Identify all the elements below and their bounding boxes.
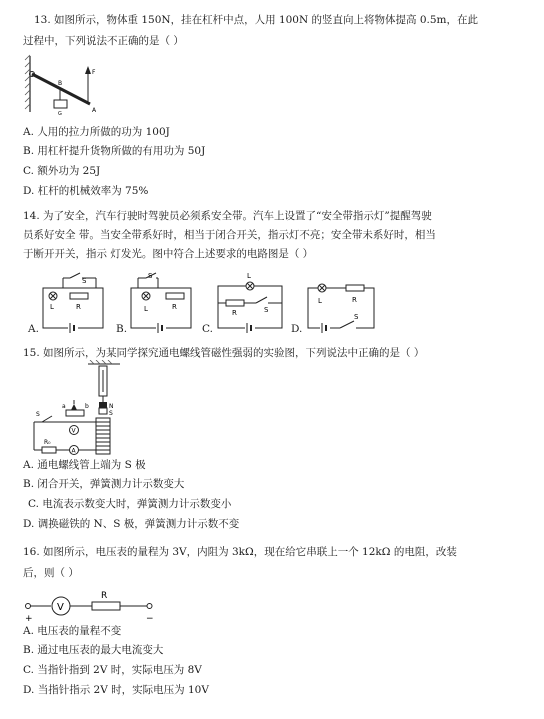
q13-option-c: C. 额外功为 25J	[23, 165, 101, 177]
q13-option-b: B. 用杠杆提升货物所做的有用功为 50J	[23, 145, 206, 157]
q15-label-pa: a	[62, 403, 66, 410]
q14a-label-l: L	[50, 303, 54, 311]
q13-label-a: A	[92, 107, 97, 114]
q15-solenoid-figure	[30, 360, 120, 458]
q14c-label-l: L	[247, 272, 251, 280]
q14d-label-l: L	[318, 297, 322, 305]
q14-stem-line1: 14. 为了安全，汽车行驶时驾驶员必须系安全带。汽车上设置了“安全带指示灯”提醒驾驶	[23, 210, 432, 222]
q14d-label-r: R	[352, 296, 357, 304]
q16-label-v: V	[57, 602, 64, 613]
q15-option-d: D. 调换磁铁的 N、S 极，弹簧测力计示数不变	[23, 518, 240, 530]
q16-option-b: B. 通过电压表的最大电流变大	[23, 644, 164, 656]
q15-stem: 15. 如图所示，为某同学探究通电螺线管磁性强弱的实验图，下列说法中正确的是（ ）	[23, 347, 425, 359]
q16-label-minus: −	[146, 614, 154, 622]
q16-option-d: D. 当指针指示 2V 时，实际电压为 10V	[23, 684, 209, 696]
q13-option-d: D. 杠杆的机械效率为 75%	[23, 185, 149, 197]
q14a-label-s: S	[82, 277, 87, 285]
q15-label-a: A	[71, 447, 76, 455]
q14-option-b[interactable]: B.	[116, 323, 128, 335]
q14-stem-line2: 员系好安全 带。当安全带系好时，相当于闭合开关，指示灯不亮；安全带未系好时，相当	[23, 229, 436, 241]
q16-stem-line2: 后，则（ ）	[23, 567, 79, 579]
q13-lever-figure	[22, 52, 132, 116]
q14c-label-s: S	[264, 306, 269, 314]
q14-stem-line3: 于断开开关，指示 灯发光。图中符合上述要求的电路图是（ ）	[23, 248, 314, 260]
q15-option-a: A. 通电螺线管上端为 S 极	[23, 459, 146, 471]
q15-label-v: V	[71, 427, 76, 435]
q15-option-c: C. 电流表示数变大时，弹簧测力计示数变小	[28, 498, 232, 510]
q15-label-pb: b	[85, 403, 89, 410]
q15-label-sm: S	[109, 410, 113, 417]
q14-circuit-c	[212, 268, 292, 334]
q15-label-s: S	[36, 411, 40, 418]
q16-option-c: C. 当指针指到 2V 时，实际电压为 8V	[23, 664, 202, 676]
q16-label-r: R	[101, 591, 108, 601]
q13-label-b: B	[58, 80, 63, 87]
q14d-label-s: S	[354, 313, 359, 321]
q14-option-c[interactable]: C.	[202, 323, 213, 335]
q16-voltmeter-figure	[22, 588, 162, 622]
q16-label-plus: +	[25, 614, 33, 622]
q14-circuit-b	[126, 270, 201, 334]
q14c-label-r: R	[232, 309, 237, 317]
q15-option-b: B. 闭合开关，弹簧测力计示数变大	[23, 478, 185, 490]
q14-option-a[interactable]: A.	[28, 323, 39, 335]
q14b-label-l: L	[144, 305, 148, 313]
q14-circuit-a	[38, 270, 113, 334]
q15-label-r0: R₀	[44, 439, 51, 446]
q13-stem-line1: 13. 如图所示，物体重 150N，挂在杠杆中点，人用 100N 的竖直向上将物体提高 0.5m，在此	[34, 14, 478, 26]
q14-circuit-d	[302, 272, 382, 334]
q16-option-a: A. 电压表的量程不变	[23, 625, 122, 637]
q14b-label-s: S	[148, 272, 153, 280]
q13-option-a: A. 人用的拉力所做的功为 100J	[23, 126, 170, 138]
q16-stem-line1: 16. 如图所示，电压表的量程为 3V，内阻为 3kΩ，现在给它串联上一个 12kΩ 的电阻，改装	[23, 546, 457, 558]
q14a-label-r: R	[76, 303, 81, 311]
q15-label-n: N	[109, 403, 114, 410]
q14-option-d[interactable]: D.	[291, 323, 303, 335]
q13-stem-line2: 过程中，下列说法不正确的是（ ）	[23, 35, 184, 47]
q13-label-g: G	[58, 111, 62, 116]
q13-label-f: F	[92, 69, 96, 76]
q14b-label-r: R	[172, 303, 177, 311]
